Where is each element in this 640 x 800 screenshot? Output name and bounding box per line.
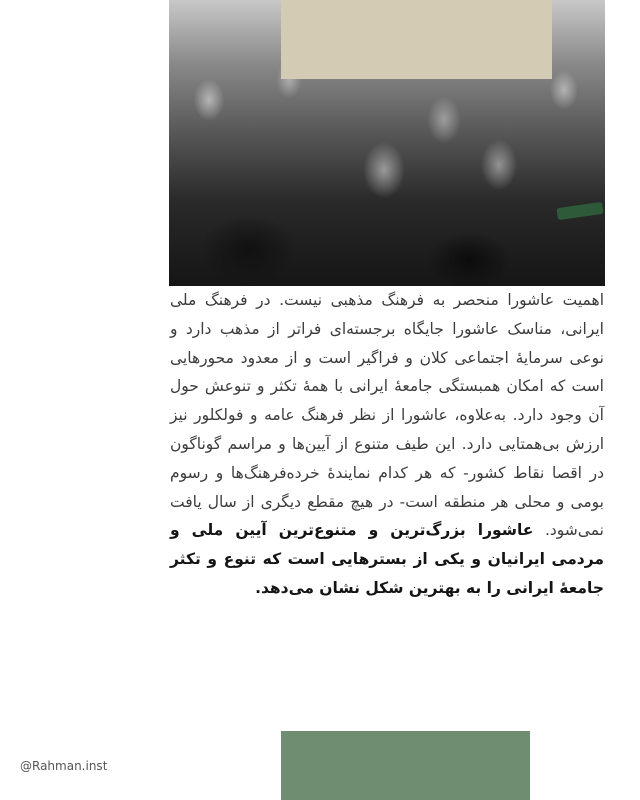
body-bold-text: عاشورا بزرگ‌ترین و متنوع‌ترین آیین ملی و مردمی ایرانیان و یکی از بسترهایی است که تنوع و تکثر جامعهٔ ایرانی را به بهترین شکل نشان می‌دهد. [170, 521, 604, 597]
green-accent-block [281, 731, 530, 800]
green-headband [556, 202, 603, 220]
article-body [170, 286, 604, 603]
body-regular-text: اهمیت عاشورا منحصر به فرهنگ مذهبی نیست. در فرهنگ ملی ایرانی، مناسک عاشورا جایگاه برجسته‌ای فراتر از مذهب دارد و نوعی سرمایهٔ اجتماعی کلان و فراگیر است و از معدود محورهایی است که امکان همبستگی جامعهٔ ایرانی با همهٔ تکثر و تنوعش حول آن وجود دارد. به‌علاوه، عاشورا از نظر فرهنگ عامه و فولکلور نیز ارزش بی‌همتایی دارد. این طیف متنوع از آیین‌ها و مراسم گوناگون در اقصا نقاط کشور- که هر کدام نمایندهٔ خرده‌فرهنگ‌ها و رسوم بومی و محلی هر منطقه است- در هیچ مقطع دیگری از سال یافت نمی‌شود. [170, 291, 604, 540]
beige-accent-block [281, 0, 552, 79]
instagram-handle: @Rahman.inst [20, 759, 108, 773]
